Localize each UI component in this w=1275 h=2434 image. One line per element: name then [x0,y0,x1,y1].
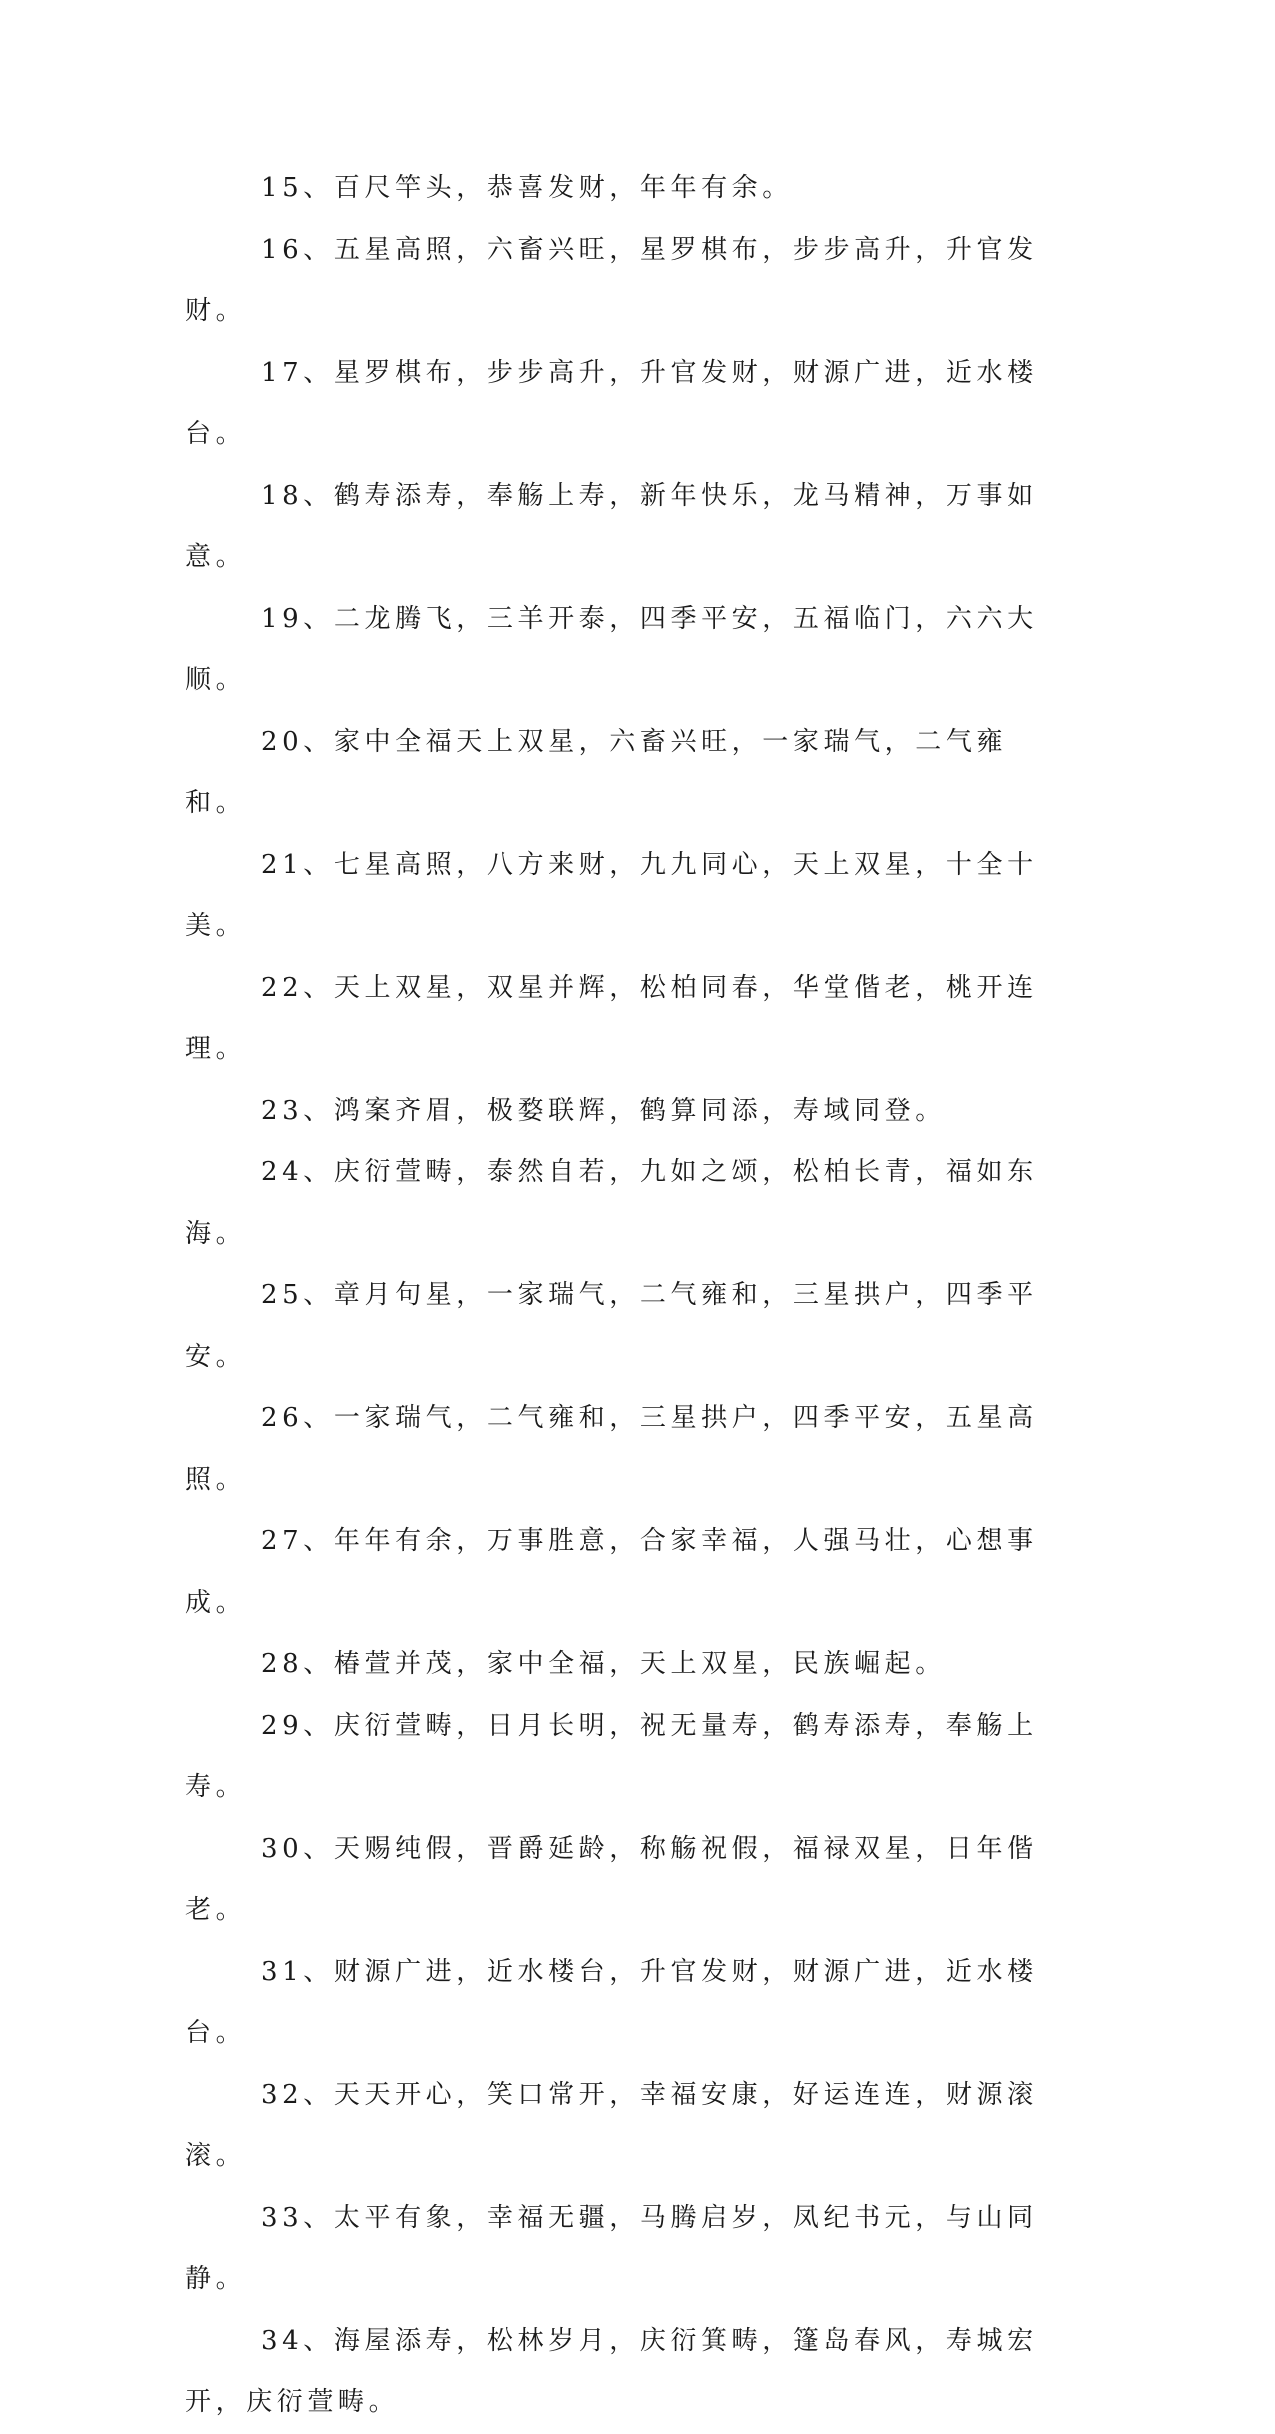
list-item: 24、庆衍萱畴，泰然自若，九如之颂，松柏长青，福如东海。 [185,1157,1038,1249]
list-item: 25、章月句星，一家瑞气，二气雍和，三星拱户，四季平安。 [185,1280,1038,1372]
list-item: 31、财源广进，近水楼台，升官发财，财源广进，近水楼台。 [185,1956,1038,2048]
list-item: 21、七星高照，八方来财，九九同心，天上双星，十全十美。 [185,849,1038,941]
document-body [185,158,1065,2434]
list-item: 19、二龙腾飞，三羊开泰，四季平安，五福临门，六六大顺。 [185,603,1038,695]
list-item: 28、椿萱并茂，家中全福，天上双星，民族崛起。 [261,1649,946,1679]
list-item: 33、太平有象，幸福无疆，马腾启岁，凤纪书元，与山同静。 [185,2202,1038,2294]
list-item: 26、一家瑞气，二气雍和，三星拱户，四季平安，五星高照。 [185,1403,1038,1495]
list-item: 34、海屋添寿，松林岁月，庆衍箕畴，篷岛春风，寿城宏开，庆衍萱畴。 [185,2325,1038,2417]
list-item: 22、天上双星，双星并辉，松柏同春，华堂偕老，桃开连理。 [185,972,1038,1064]
list-item: 16、五星高照，六畜兴旺，星罗棋布，步步高升，升官发财。 [185,234,1038,326]
list-item: 27、年年有余，万事胜意，合家幸福，人强马壮，心想事成。 [185,1526,1038,1618]
list-item: 32、天天开心，笑口常开，幸福安康，好运连连，财源滚滚。 [185,2079,1038,2171]
list-item: 29、庆衍萱畴，日月长明，祝无量寿，鹤寿添寿，奉觞上寿。 [185,1710,1038,1802]
list-item: 23、鸿案齐眉，极婺联辉，鹤算同添，寿域同登。 [261,1095,946,1126]
list-item: 17、星罗棋布，步步高升，升官发财，财源广进，近水楼台。 [185,357,1038,449]
list-item: 18、鹤寿添寿，奉觞上寿，新年快乐，龙马精神，万事如意。 [185,480,1038,572]
list-item: 30、天赐纯假，晋爵延龄，称觞祝假，福禄双星，日年偕老。 [185,1833,1038,1925]
list-item: 20、家中全福天上双星，六畜兴旺，一家瑞气，二气雍和。 [185,726,1008,818]
list-item: 15、百尺竿头，恭喜发财，年年有余。 [261,173,793,203]
